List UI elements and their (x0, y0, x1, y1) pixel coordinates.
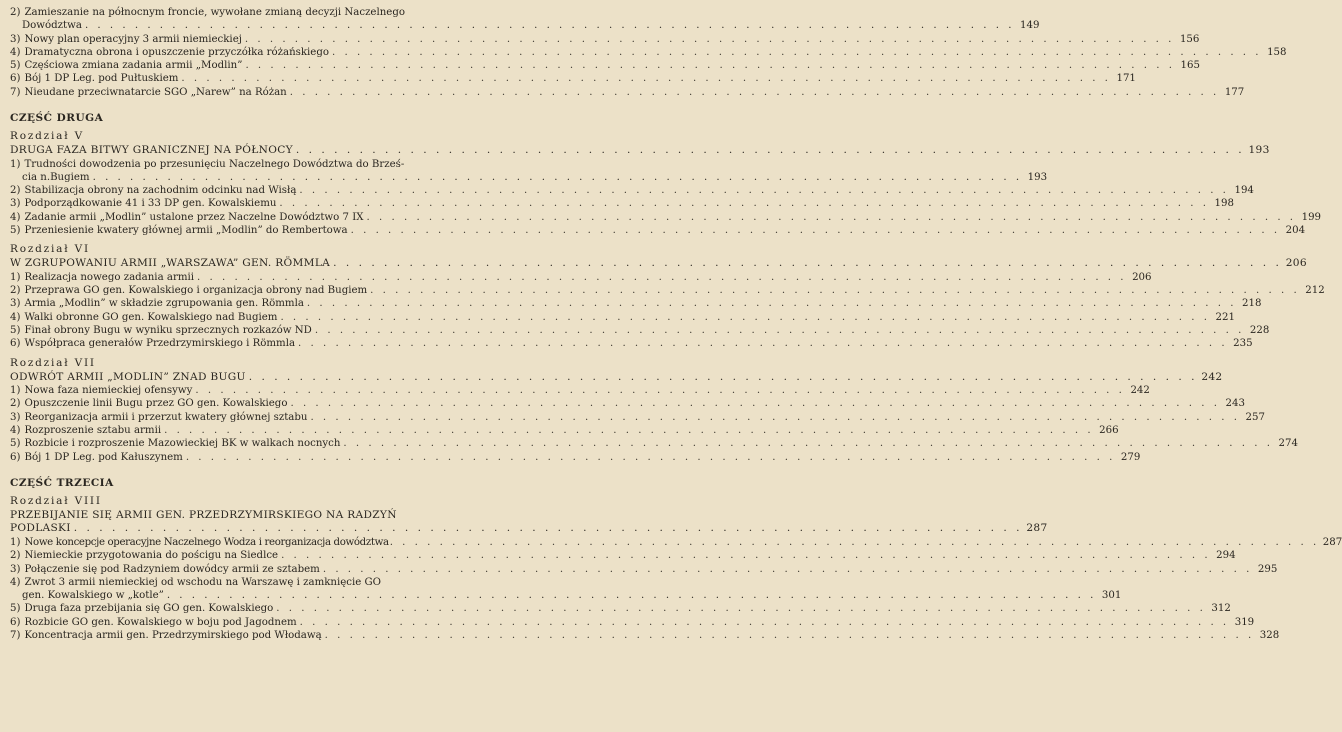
entry-number: 5) (10, 60, 21, 72)
toc-entry (10, 59, 1200, 72)
toc-entry (10, 297, 1262, 310)
entry-title: Podporządkowanie 41 i 33 DP gen. Kowalskiemu (24, 198, 277, 210)
leader-dots (315, 324, 1245, 337)
leader-dots (290, 86, 1220, 99)
entry-page: 206 (1132, 271, 1152, 283)
entry-title: Realizacja nowego zadania armii (24, 271, 195, 283)
entry-page: 294 (1216, 550, 1236, 562)
toc-entry (10, 629, 1280, 642)
entry-number: 3) (10, 298, 21, 310)
leader-dots (307, 297, 1237, 310)
toc-entry (10, 158, 1048, 185)
leader-dots (325, 629, 1255, 642)
leader-dots (310, 411, 1240, 424)
leader-dots (181, 72, 1111, 85)
entry-page: 295 (1257, 563, 1278, 575)
leader-dots (367, 211, 1297, 224)
leader-dots (276, 602, 1206, 615)
entry-number: 7) (10, 630, 21, 641)
toc-entry (10, 324, 1270, 337)
entry-number: 6) (10, 616, 21, 628)
toc-entry (10, 33, 1200, 46)
entry-page: 149 (1020, 20, 1040, 32)
entry-number: 2) (10, 550, 21, 562)
entry-page: 243 (1225, 398, 1245, 410)
entry-page: 301 (1101, 590, 1122, 602)
leader-dots (390, 536, 1320, 549)
toc-entry (10, 337, 1253, 350)
part-heading: CZĘŚĆ TRZECIA (10, 476, 114, 489)
toc-entry (10, 72, 1136, 85)
chapter-title: W ZGRUPOWANIU ARMII „WARSZAWA” GEN. RÖMMLA (10, 257, 331, 270)
leader-dots (333, 257, 1282, 271)
entry-title: Przeprawa GO gen. Kowalskiego i organizacja obrony nad Bugiem (24, 285, 368, 297)
entry-number: 5) (10, 438, 21, 450)
toc-entry (10, 563, 1278, 576)
entry-title: Finał obrony Bugu w wyniku sprzecznych rozkazów ND (24, 325, 312, 337)
entry-title: Rozbicie GO gen. Kowalskiego w boju pod Jagodnem (24, 616, 297, 628)
chapter-label: Rozdział VIII (10, 494, 102, 507)
entry-page: 228 (1249, 325, 1270, 337)
chapter-label: Rozdział VI (10, 243, 90, 256)
entry-page: 177 (1224, 86, 1245, 98)
entry-title: Przeniesienie kwatery głównej armii „Modlin” do Rembertowa (24, 225, 348, 237)
entry-number: 2) (10, 285, 21, 297)
chapter-page: 287 (1026, 522, 1048, 535)
entry-number: 5) (10, 325, 21, 337)
entry-number: 1) (10, 271, 21, 283)
entry-title: Połączenie się pod Radzyniem dowódcy armii ze sztabem (24, 563, 320, 575)
entry-page: 312 (1211, 603, 1231, 615)
leader-dots (370, 284, 1300, 297)
entry-page: 242 (1130, 385, 1150, 397)
entry-page: 235 (1233, 338, 1253, 350)
entry-page: 204 (1285, 225, 1306, 237)
entry-page: 193 (1027, 171, 1048, 183)
leader-dots (195, 384, 1125, 397)
chapter-heading (10, 257, 1307, 271)
entry-title: Częściowa zmiana zadania armii „Modlin” (24, 60, 243, 72)
toc-entry (10, 411, 1265, 424)
entry-number: 6) (10, 73, 21, 85)
leader-dots (93, 171, 1023, 184)
entry-number: 7) (10, 86, 21, 98)
entry-title: Opuszczenie linii Bugu przez GO gen. Kowalskiego (24, 398, 288, 410)
entry-page: 274 (1278, 438, 1298, 450)
entry-title: Współpraca generałów Przedrzymirskiego i Römmla (24, 338, 296, 350)
leader-dots (281, 549, 1211, 562)
entry-page: 257 (1245, 411, 1265, 423)
toc-entry (10, 549, 1236, 562)
entry-page: 199 (1301, 211, 1322, 223)
entry-title-continued: gen. Kowalskiego w „kotle” (22, 590, 164, 602)
chapter-title-continued: PODLASKI (10, 522, 71, 535)
entry-title: Armia „Modlin” w składzie zgrupowania gen. Römmla (24, 298, 304, 310)
leader-dots (249, 371, 1198, 385)
entry-title: Zadanie armii „Modlin” ustalone przez Naczelne Dowództwo 7 IX (24, 211, 364, 223)
leader-dots (245, 59, 1175, 72)
entry-title: Rozproszenie sztabu armii (24, 425, 162, 437)
entry-title: Walki obronne GO gen. Kowalskiego nad Bugiem (24, 311, 278, 323)
entry-title: Nieudane przeciwnatarcie SGO „Narew” na Różan (24, 86, 287, 98)
entry-number: 6) (10, 338, 21, 350)
toc-entry (10, 284, 1325, 297)
toc-entry (10, 197, 1234, 210)
entry-title: Rozbicie i rozproszenie Mazowieckiej BK w walkach nocnych (24, 438, 341, 450)
entry-title: Dramatyczna obrona i opuszczenie przyczółka różańskiego (24, 46, 329, 58)
entry-number: 2) (10, 7, 21, 18)
entry-page: 279 (1120, 451, 1141, 463)
leader-dots (300, 616, 1230, 629)
toc-entry (10, 184, 1254, 197)
entry-title: Nowe koncepcje operacyjne Naczelnego Wodza i reorganizacja dowództwa (24, 536, 389, 548)
part-heading: CZĘŚĆ DRUGA (10, 112, 104, 125)
entry-title: Reorganizacja armii i przerzut kwatery głównej sztabu (24, 411, 308, 423)
entry-title: Bój 1 DP Leg. pod Pułtuskiem (24, 73, 179, 85)
chapter-heading (10, 370, 1223, 385)
entry-page: 212 (1305, 285, 1325, 297)
entry-page: 218 (1241, 298, 1262, 310)
chapter-label: Rozdział VII (10, 356, 96, 369)
entry-number: 1) (10, 158, 21, 170)
entry-title-continued: cia n.Bugiem (22, 171, 90, 183)
entry-number: 6) (10, 451, 21, 463)
chapter-title: PRZEBIJANIE SIĘ ARMII GEN. PRZEDRZYMIRSKIEGO NA RADZYŃ (10, 508, 397, 521)
entry-title-continued: Dowództwa (22, 20, 82, 32)
toc-entry (10, 6, 1040, 33)
toc-entry (10, 397, 1245, 410)
toc-entry (10, 602, 1231, 615)
chapter-page: 206 (1285, 257, 1307, 270)
toc-entry (10, 437, 1298, 450)
entry-page: 328 (1259, 630, 1280, 641)
entry-number: 5) (10, 603, 21, 615)
entry-number: 4) (10, 46, 21, 58)
chapter-page: 242 (1201, 370, 1223, 383)
entry-number: 3) (10, 411, 21, 423)
leader-dots (167, 589, 1097, 602)
entry-title: Zamieszanie na północnym froncie, wywołane zmianą decyzji Naczelnego (24, 7, 405, 18)
entry-number: 5) (10, 225, 21, 237)
toc-entry (10, 224, 1306, 237)
entry-number: 3) (10, 563, 21, 575)
leader-dots (164, 424, 1094, 437)
entry-page: 266 (1099, 425, 1119, 437)
leader-dots (197, 271, 1127, 284)
leader-dots (332, 46, 1262, 59)
leader-dots (245, 33, 1175, 46)
toc-entry (10, 536, 1342, 549)
entry-page: 194 (1234, 185, 1254, 197)
entry-number: 1) (10, 385, 21, 397)
leader-dots (299, 184, 1229, 197)
entry-number: 2) (10, 398, 21, 410)
leader-dots (280, 311, 1210, 324)
entry-title: Bój 1 DP Leg. pod Kałuszynem (24, 451, 183, 463)
toc-entry (10, 451, 1141, 464)
toc-entry (10, 211, 1322, 224)
chapter-page: 193 (1248, 144, 1270, 157)
entry-number: 4) (10, 576, 21, 588)
entry-page: 221 (1215, 311, 1235, 323)
entry-title: Trudności dowodzenia po przesunięciu Naczelnego Dowództwa do Brześ- (24, 158, 405, 170)
entry-title: Niemieckie przygotowania do pościgu na Siedlce (24, 550, 279, 562)
entry-title: Stabilizacja obrony na zachodnim odcinku nad Wisłą (24, 185, 297, 197)
entry-title: Nowa faza niemieckiej ofensywy (24, 385, 193, 397)
entry-number: 4) (10, 211, 21, 223)
entry-number: 4) (10, 311, 21, 323)
chapter-heading (10, 522, 1048, 536)
entry-page: 287 (1322, 536, 1342, 548)
leader-dots (74, 522, 1023, 536)
entry-page: 165 (1180, 60, 1200, 72)
leader-dots (343, 437, 1273, 450)
chapter-title: ODWRÓT ARMII „MODLIN” ZNAD BUGU (10, 370, 246, 383)
leader-dots (85, 19, 1015, 32)
toc-entry (10, 384, 1150, 397)
toc-entry (10, 46, 1287, 59)
chapter-label: Rozdział V (10, 130, 84, 143)
entry-number: 4) (10, 425, 21, 437)
entry-page: 158 (1267, 46, 1287, 58)
leader-dots (279, 197, 1209, 210)
entry-page: 156 (1179, 33, 1200, 45)
leader-dots (290, 397, 1220, 410)
entry-title: Nowy plan operacyjny 3 armii niemieckiej (24, 33, 242, 45)
entry-page: 198 (1214, 198, 1234, 210)
entry-number: 3) (10, 198, 21, 210)
entry-number: 1) (10, 536, 21, 548)
leader-dots (298, 337, 1228, 350)
entry-page: 171 (1116, 73, 1136, 85)
toc-entry (10, 424, 1119, 437)
entry-page: 319 (1234, 616, 1255, 628)
toc-entry (10, 616, 1255, 629)
entry-number: 3) (10, 33, 21, 45)
entry-number: 2) (10, 185, 21, 197)
leader-dots (323, 563, 1253, 576)
toc-entry (10, 271, 1152, 284)
leader-dots (186, 451, 1116, 464)
chapter-heading (10, 144, 1270, 158)
toc-entry (10, 311, 1235, 324)
entry-title: Druga faza przebijania się GO gen. Kowalskiego (24, 603, 274, 615)
toc-entry (10, 576, 1122, 603)
toc-entry (10, 86, 1245, 99)
leader-dots (296, 144, 1245, 158)
chapter-title: DRUGA FAZA BITWY GRANICZNEJ NA PÓŁNOCY (10, 144, 293, 157)
entry-title: Koncentracja armii gen. Przedrzymirskiego pod Włodawą (24, 630, 322, 641)
leader-dots (351, 224, 1281, 237)
entry-title: Zwrot 3 armii niemieckiej od wschodu na Warszawę i zamknięcie GO (24, 576, 382, 588)
